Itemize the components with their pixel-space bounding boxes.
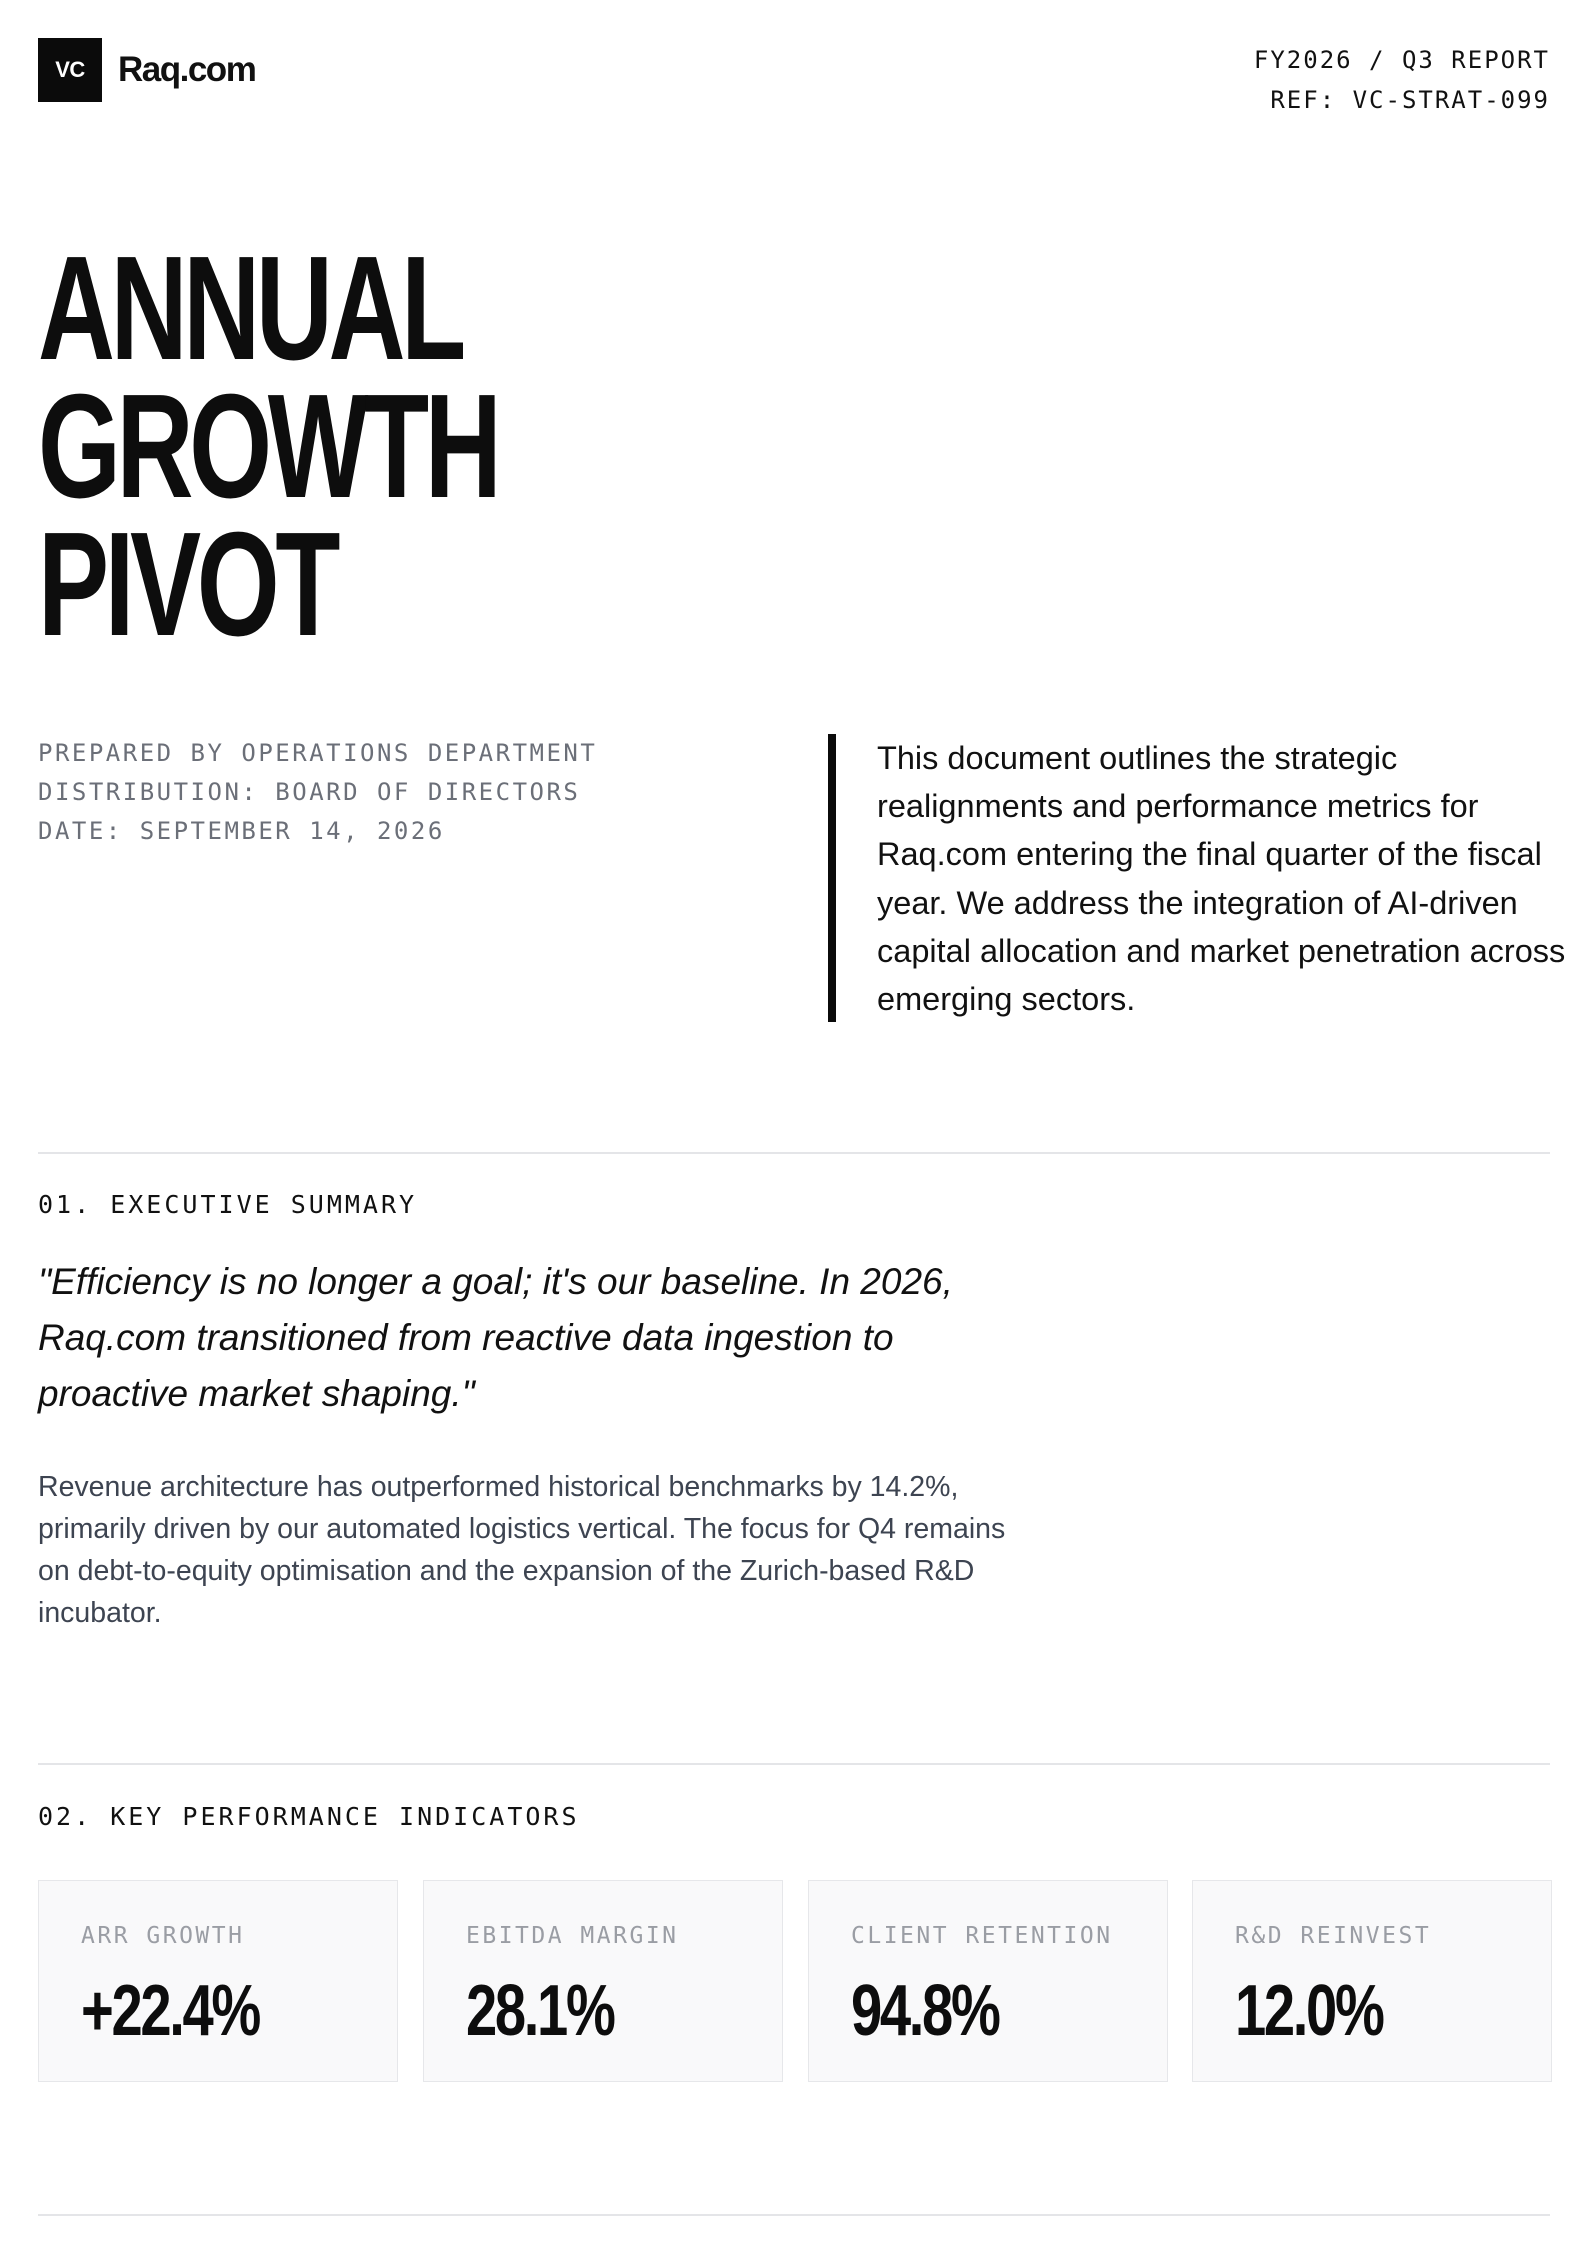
kpi-label: EBITDA MARGIN [466,1923,679,1949]
kpi-card-client-retention [808,1880,1168,2082]
brand-name: Raq.com [118,50,256,89]
kpi-value: 28.1% [466,1971,614,2051]
kpi-value: +22.4% [81,1971,259,2051]
section-label-executive-summary: 01. EXECUTIVE SUMMARY [38,1190,418,1219]
kpi-card-rd-reinvest [1192,1880,1552,2082]
kpi-label: ARR GROWTH [81,1923,245,1949]
distribution: DISTRIBUTION: BOARD OF DIRECTORS [38,778,581,806]
title-line-2: GROWTH [38,364,498,529]
kpi-card-ebitda-margin [423,1880,783,2082]
section-divider [38,1763,1550,1765]
intro-paragraph: This document outlines the strategic realignments and performance metrics for Raq.com entering the final quarter of the fiscal year. We address the integration of AI-driven capital allocation and market penetration across emerging sectors. [877,740,1566,1018]
page-title [38,226,498,667]
executive-quote: "Efficiency is no longer a goal; it's our baseline. In 2026, Raq.com transitioned from reactive data ingestion to proactive market shaping." [38,1261,953,1414]
title-line-3: PIVOT [38,502,337,667]
document-date: DATE: SEPTEMBER 14, 2026 [38,817,445,845]
kpi-value: 94.8% [851,1971,999,2051]
kpi-label: CLIENT RETENTION [851,1923,1113,1949]
report-reference: REF: VC-STRAT-099 [1270,86,1550,114]
prepared-by: PREPARED BY OPERATIONS DEPARTMENT [38,739,598,767]
kpi-value: 12.0% [1235,1971,1383,2051]
section-label-kpis: 02. KEY PERFORMANCE INDICATORS [38,1802,580,1831]
document-meta [38,734,597,851]
kpi-card-arr-growth [38,1880,398,2082]
intro-accent-bar [828,734,836,1022]
title-line-1: ANNUAL [38,226,462,391]
executive-summary-body: Revenue architecture has outperformed historical benchmarks by 14.2%, primarily driven by our automated logistics vertical. The focus for Q4 remains on debt-to-equity optimisation and the expansion of the Zurich-based R&D incubator. [38,1471,1006,1629]
logo-mark: VC [38,38,102,102]
report-page [38,0,1566,2246]
report-meta [1254,40,1550,120]
section-divider [38,2214,1550,2216]
kpi-row [38,1880,1550,2082]
report-header [38,38,1550,118]
report-period: FY2026 / Q3 REPORT [1253,46,1550,74]
section-divider [38,1152,1550,1154]
kpi-label: R&D REINVEST [1235,1923,1432,1949]
